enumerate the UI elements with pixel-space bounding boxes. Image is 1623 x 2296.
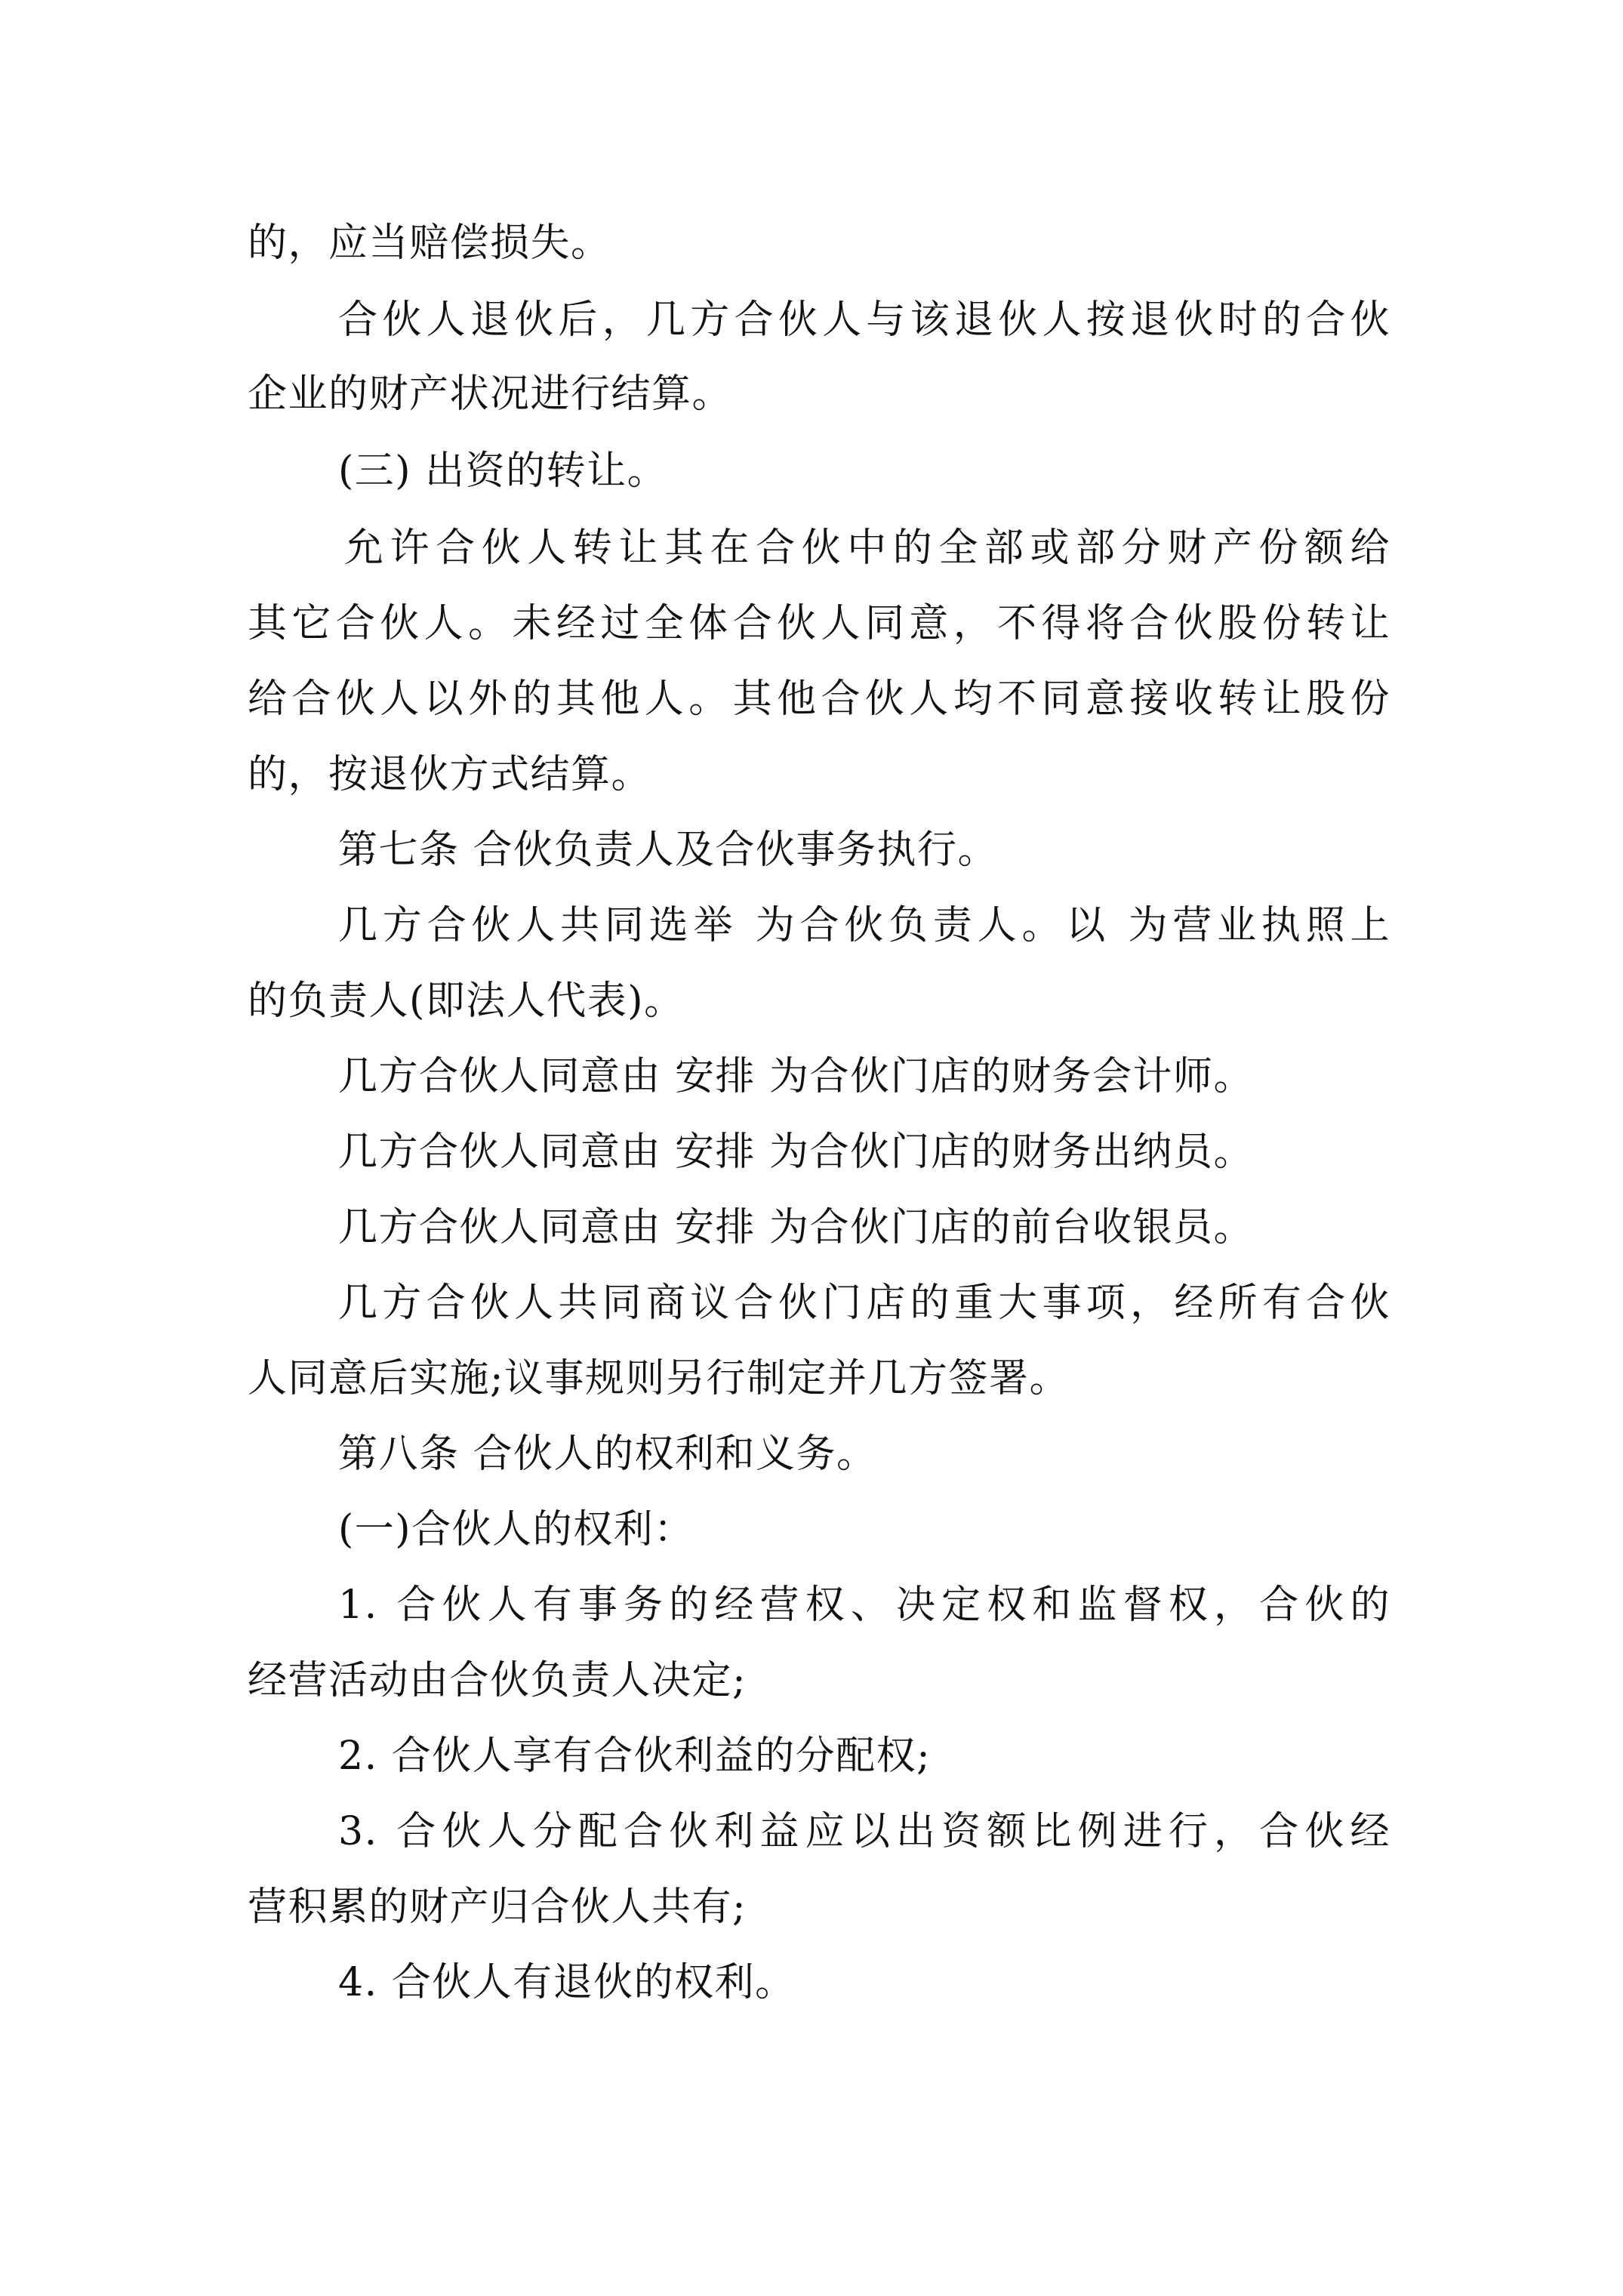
text-line: 营积累的财产归合伙人共有;	[248, 1885, 747, 1930]
text-line: 第七条 合伙负责人及合伙事务执行。	[338, 827, 999, 873]
text-line: 给合伙人以外的其他人。其他合伙人均不同意接收转让股份	[248, 676, 1390, 722]
text-line: 3. 合伙人分配合伙利益应以出资额比例进行，合伙经	[338, 1809, 1390, 1854]
text-line: 其它合伙人。未经过全体合伙人同意，不得将合伙股份转让	[248, 601, 1390, 646]
text-line: 人同意后实施;议事规则另行制定并几方签署。	[248, 1356, 1070, 1401]
text-line: 几方合伙人同意由 安排 为合伙门店的财务会计师。	[338, 1054, 1255, 1099]
text-line: 几方合伙人同意由 安排 为合伙门店的财务出纳员。	[338, 1130, 1255, 1175]
text-line: 的负责人(即法人代表)。	[248, 978, 685, 1024]
text-line: 2. 合伙人享有合伙利益的分配权;	[338, 1734, 932, 1779]
text-line: 企业的财产状况进行结算。	[248, 371, 733, 417]
text-line: (三) 出资的转让。	[338, 448, 668, 494]
text-line: 1. 合伙人有事务的经营权、决定权和监督权，合伙的	[338, 1583, 1390, 1628]
text-line: (一)合伙人的权利：	[338, 1507, 694, 1552]
text-line: 几方合伙人共同商议合伙门店的重大事项，经所有合伙	[338, 1281, 1390, 1326]
text-line: 几方合伙人同意由 安排 为合伙门店的前台收银员。	[338, 1205, 1255, 1250]
text-line: 的，按退伙方式结算。	[248, 752, 652, 797]
text-line: 第八条 合伙人的权利和义务。	[338, 1432, 877, 1477]
text-line: 经营活动由合伙负责人决定;	[248, 1658, 747, 1703]
text-line: 4. 合伙人有退伙的权利。	[338, 1960, 796, 2005]
text-line: 允许合伙人转让其在合伙中的全部或部分财产份额给	[344, 525, 1390, 571]
text-line: 几方合伙人共同选举 为合伙负责人。以 为营业执照上	[338, 903, 1390, 948]
text-line: 的，应当赔偿损失。	[248, 220, 611, 266]
text-line: 合伙人退伙后，几方合伙人与该退伙人按退伙时的合伙	[338, 297, 1390, 343]
